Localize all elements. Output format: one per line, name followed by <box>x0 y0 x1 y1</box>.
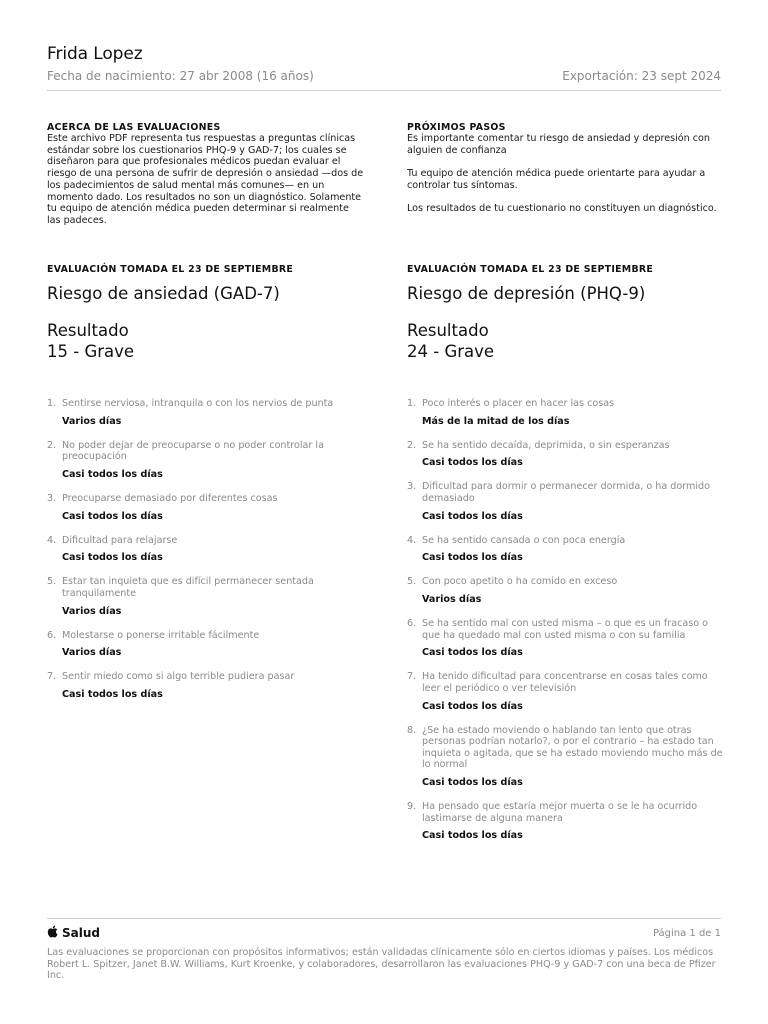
question <box>407 440 725 452</box>
question-number: 1. <box>407 398 417 409</box>
question-text: Preocuparse demasiado por diferentes cosas <box>62 492 278 504</box>
answer: Varios días <box>62 415 122 427</box>
question-number: 4. <box>407 534 417 546</box>
gad7-result <box>47 320 365 362</box>
about-heading: ACERCA DE LAS EVALUACIONES <box>47 122 221 133</box>
answer: Casi todos los días <box>422 830 523 842</box>
phq9-item <box>407 725 725 789</box>
brand-label: Salud <box>62 926 100 940</box>
next-steps-text-1: Es importante comentar tu riesgo de ansiedad y depresión con alguien de confianza <box>407 133 710 156</box>
question-text: Poco interés o placer en hacer las cosas <box>422 398 615 409</box>
footer <box>47 925 721 982</box>
answer: Casi todos los días <box>422 776 523 788</box>
export-date: Exportación: 23 sept 2024 <box>562 69 721 83</box>
about-section <box>47 122 365 227</box>
question-text: Ha tenido dificultad para concentrarse en cosas tales como leer el periódico o ver televisión <box>422 671 708 694</box>
gad7-item <box>47 630 365 659</box>
question-text: Ha pensado que estaría mejor muerta o se le ha ocurrido lastimarse de alguna manera <box>422 801 698 824</box>
phq9-result-label: Resultado <box>407 321 489 340</box>
answer: Casi todos los días <box>62 468 163 480</box>
question <box>47 630 365 642</box>
gad7-item <box>47 493 365 522</box>
question-number: 6. <box>47 629 57 641</box>
gad7-result-value: 15 - Grave <box>47 342 135 361</box>
patient-meta <box>47 69 721 83</box>
phq9-title: Riesgo de depresión (PHQ-9) <box>407 284 646 303</box>
gad7-question-list <box>47 398 365 713</box>
question <box>407 671 725 694</box>
gad7-item <box>47 671 365 700</box>
question-text: Se ha sentido cansada o con poca energía <box>422 534 626 546</box>
phq9-item <box>407 618 725 659</box>
question-text: Con poco apetito o ha comido en exceso <box>422 576 618 588</box>
apple-logo-icon <box>47 925 58 941</box>
phq9-item <box>407 671 725 712</box>
question-number: 9. <box>407 801 417 813</box>
question-number: 6. <box>407 618 417 630</box>
patient-header <box>47 44 721 83</box>
question-number: 2. <box>407 439 417 451</box>
phq9-result-value: 24 - Grave <box>407 342 495 361</box>
header-divider <box>47 90 721 91</box>
phq9-question-list <box>407 398 725 854</box>
question <box>407 801 725 824</box>
next-steps-section <box>407 122 725 215</box>
phq9-summary <box>407 264 725 362</box>
question <box>407 576 725 588</box>
question <box>47 671 365 683</box>
question <box>407 398 725 410</box>
question <box>407 481 725 504</box>
gad7-item <box>47 535 365 564</box>
answer: Más de la mitad de los días <box>422 415 570 427</box>
question-text: No poder dejar de preocuparse o no poder controlar la preocupación <box>62 439 324 463</box>
question <box>407 618 725 641</box>
question-text: Estar tan inquieta que es difícil permanecer sentada tranquilamente <box>62 576 314 599</box>
disclaimer: Las evaluaciones se proporcionan con propósitos informativos; están validadas clínicamente sólo en ciertos idiomas y países. Los médicos Robert L. Spitzer, Janet B.W. Williams, Kurt Kroenke, y colaboradores, desarrollaron las evaluaciones PHQ-9 y GAD-7 con una beca de Pfizer Inc. <box>47 947 716 982</box>
question-number: 2. <box>47 439 57 451</box>
phq9-item <box>407 535 725 564</box>
answer: Casi todos los días <box>62 552 163 564</box>
question-number: 3. <box>407 481 417 493</box>
question <box>47 576 365 599</box>
question-text: Dificultad para relajarse <box>62 534 178 546</box>
phq9-item <box>407 576 725 605</box>
question-text: Molestarse o ponerse irritable fácilmente <box>62 629 260 641</box>
question-text: Se ha sentido mal con usted misma – o que es un fracaso o que ha quedado mal con usted misma o con su familia <box>422 618 709 641</box>
gad7-summary <box>47 264 365 362</box>
question-number: 5. <box>47 576 57 588</box>
next-steps-heading: PRÓXIMOS PASOS <box>407 122 506 133</box>
gad7-item <box>47 440 365 481</box>
gad7-item <box>47 576 365 617</box>
question-number: 3. <box>47 492 57 504</box>
footer-divider <box>47 918 721 919</box>
answer: Varios días <box>62 647 122 659</box>
answer: Casi todos los días <box>422 457 523 469</box>
question-number: 7. <box>407 671 417 683</box>
answer: Varios días <box>422 593 482 605</box>
phq9-item <box>407 398 725 427</box>
question-number: 1. <box>47 398 57 409</box>
question-text: ¿Se ha estado moviendo o hablando tan lento que otras personas podrían notarlo?, o por el contrario – ha estado tan inquieta o agitada, que se ha estado moviendo mucho más de lo normal <box>422 724 723 771</box>
answer: Casi todos los días <box>62 688 163 700</box>
next-steps-text-2: Tu equipo de atención médica puede orientarte para ayudar a controlar tus síntomas. <box>407 167 706 191</box>
answer: Casi todos los días <box>422 700 523 712</box>
phq9-item <box>407 481 725 522</box>
next-steps-text-3: Los resultados de tu cuestionario no constituyen un diagnóstico. <box>407 202 717 214</box>
question-text: Sentir miedo como si algo terrible pudiera pasar <box>62 671 295 683</box>
question-number: 5. <box>407 576 417 588</box>
question <box>47 535 365 547</box>
question <box>47 493 365 505</box>
answer: Casi todos los días <box>422 510 523 522</box>
gad7-date: EVALUACIÓN TOMADA EL 23 DE SEPTIEMBRE <box>47 264 294 275</box>
question-number: 4. <box>47 534 57 546</box>
phq9-item <box>407 801 725 842</box>
question-number: 7. <box>47 671 57 683</box>
question-text: Dificultad para dormir o permanecer dormida, o ha dormido demasiado <box>422 481 710 504</box>
question <box>47 398 365 410</box>
question-text: Sentirse nerviosa, intranquila o con los nervios de punta <box>62 398 334 409</box>
birth-date: Fecha de nacimiento: 27 abr 2008 (16 años) <box>47 69 314 83</box>
answer: Casi todos los días <box>422 647 523 659</box>
question-text: Se ha sentido decaída, deprimida, o sin esperanzas <box>422 439 670 451</box>
answer: Casi todos los días <box>422 552 523 564</box>
health-brand <box>47 925 100 941</box>
question <box>407 725 725 771</box>
about-text: Este archivo PDF representa tus respuestas a preguntas clínicas estándar sobre los cuestionarios PHQ-9 y GAD-7; los cuales se diseñaron para que profesionales médicos puedan evaluar el riesgo de una persona de sufrir de depresión o ansiedad —dos de los padecimientos de salud mental más comunes— en un momento dado. Los resultados no son un diagnóstico. Solamente tu equipo de atención médica pueden determinar si realmente las padeces. <box>47 133 364 226</box>
phq9-result <box>407 320 725 362</box>
phq9-item <box>407 440 725 469</box>
phq9-date: EVALUACIÓN TOMADA EL 23 DE SEPTIEMBRE <box>407 264 654 275</box>
gad7-item <box>47 398 365 427</box>
patient-name: Frida Lopez <box>47 44 143 64</box>
answer: Casi todos los días <box>62 510 163 522</box>
answer: Varios días <box>62 605 122 617</box>
question-number: 8. <box>407 724 417 736</box>
gad7-title: Riesgo de ansiedad (GAD-7) <box>47 284 280 303</box>
question <box>407 535 725 547</box>
gad7-result-label: Resultado <box>47 321 129 340</box>
page-number: Página 1 de 1 <box>652 927 721 939</box>
question <box>47 440 365 463</box>
